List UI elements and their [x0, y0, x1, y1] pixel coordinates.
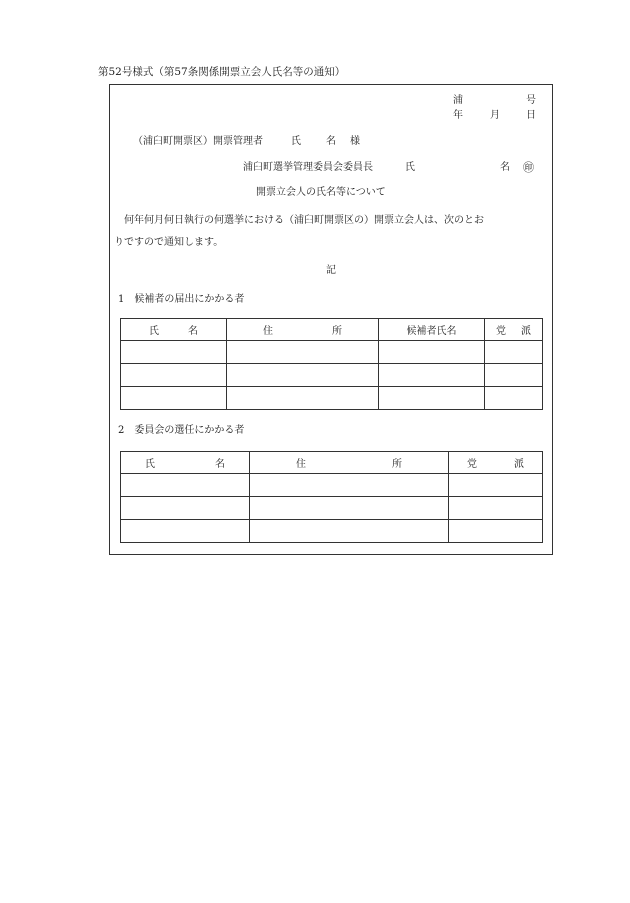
- table-row: [121, 387, 543, 410]
- candidate-nominee-table: [120, 318, 543, 410]
- cell[interactable]: [227, 387, 379, 410]
- addressee-honorific: 様: [350, 136, 360, 147]
- table-row: [121, 341, 543, 364]
- cell[interactable]: [121, 520, 250, 543]
- header-party: 党 派: [485, 319, 543, 341]
- cell[interactable]: [227, 364, 379, 387]
- section2-heading: 2 委員会の選任にかかる者: [118, 425, 245, 436]
- cell[interactable]: [121, 387, 227, 410]
- cell[interactable]: [227, 341, 379, 364]
- header-address: 住 所: [227, 319, 379, 341]
- ref-number-suffix: 号: [526, 95, 536, 106]
- cell[interactable]: [250, 474, 449, 497]
- cell[interactable]: [379, 341, 485, 364]
- ref-number-prefix: 浦: [453, 95, 463, 106]
- date-day: 日: [526, 110, 536, 121]
- seal-mark: ㊞: [523, 161, 534, 174]
- sender-title: 浦臼町選挙管理委員会委員長: [243, 162, 373, 173]
- cell[interactable]: [485, 387, 543, 410]
- cell[interactable]: [485, 364, 543, 387]
- addressee-title: （浦臼町開票区）開票管理者: [133, 136, 263, 147]
- body-line-2: りですので通知します。: [114, 237, 224, 248]
- table-header-row: [121, 452, 543, 474]
- cell[interactable]: [121, 341, 227, 364]
- sender-name-first: 氏: [405, 162, 415, 173]
- cell[interactable]: [379, 387, 485, 410]
- committee-appointee-table: [120, 451, 543, 543]
- table-header-row: [121, 319, 543, 341]
- header-name: 氏 名: [121, 319, 227, 341]
- cell[interactable]: [121, 474, 250, 497]
- addressee-name-second: 名: [326, 136, 336, 147]
- cell[interactable]: [250, 520, 449, 543]
- subject-line: 開票立会人の氏名等について: [256, 187, 386, 198]
- header-name: 氏 名: [121, 452, 250, 474]
- cell[interactable]: [121, 364, 227, 387]
- header-party: 党 派: [449, 452, 543, 474]
- body-line-1: 何年何月何日執行の何選挙における（浦臼町開票区の）開票立会人は、次のとお: [124, 215, 484, 226]
- table-row: [121, 474, 543, 497]
- cell[interactable]: [449, 497, 543, 520]
- ki-heading: 記: [326, 265, 336, 276]
- cell[interactable]: [250, 497, 449, 520]
- date-month: 月: [490, 110, 500, 121]
- sender-name-second: 名: [500, 162, 510, 173]
- cell[interactable]: [485, 341, 543, 364]
- addressee-name-first: 氏: [291, 136, 301, 147]
- section1-heading: 1 候補者の届出にかかる者: [118, 294, 245, 305]
- table-row: [121, 364, 543, 387]
- cell[interactable]: [121, 497, 250, 520]
- cell[interactable]: [449, 474, 543, 497]
- cell[interactable]: [379, 364, 485, 387]
- table-row: [121, 520, 543, 543]
- date-year: 年: [453, 110, 463, 121]
- header-candidate-name: 候補者氏名: [379, 319, 485, 341]
- form-title: 第52号様式（第57条関係開票立会人氏名等の通知）: [98, 66, 346, 78]
- header-address: 住 所: [250, 452, 449, 474]
- table-row: [121, 497, 543, 520]
- cell[interactable]: [449, 520, 543, 543]
